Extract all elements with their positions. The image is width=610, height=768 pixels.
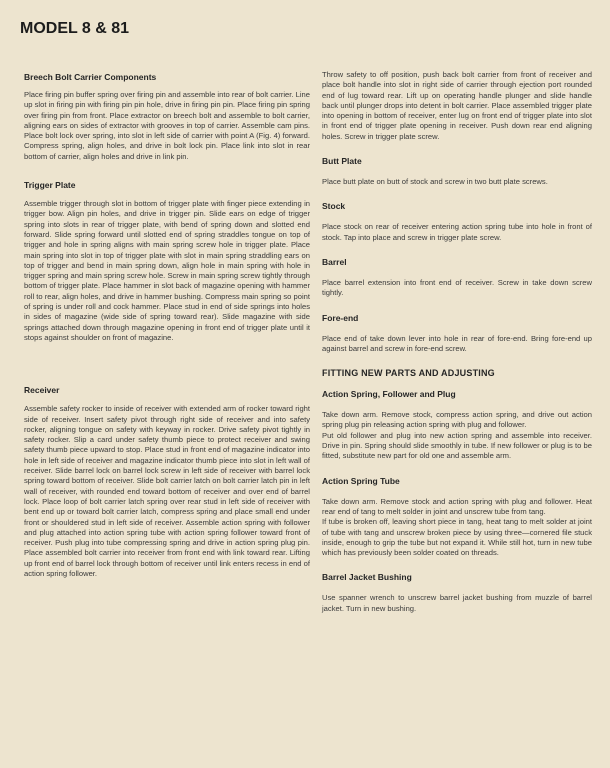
stock-body: Place stock on rear of receiver entering action spring tube into hole in front of stock. Tap into place and screw in trigger plate screw. (322, 222, 592, 242)
left-column (24, 72, 310, 579)
right-column (322, 70, 592, 614)
action-spring-body-1: Take down arm. Remove stock, compress action spring, and drive out action spring plug pin releasing action spring with plug and follower. (322, 410, 592, 430)
jacket-body: Use spanner wrench to unscrew barrel jacket bushing from muzzle of barrel jacket. Turn in new bushing. (322, 593, 592, 613)
receiver-heading: Receiver (24, 385, 60, 396)
trigger-heading: Trigger Plate (24, 180, 76, 191)
action-tube-body-2: If tube is broken off, leaving short piece in tang, heat tang to melt solder at joint of tube with tang and unscrew broken piece by using three—cornered file stuck inside, enough to grip the tube but not expand it. While still hot, turn in new tube which has previously been solder coated on threads. (322, 517, 592, 558)
intro-body: Throw safety to off position, push back bolt carrier from front of receiver and place bolt handle into slot in right side of carrier through ejection port rounded end of lug toward rear. Lift up on operating handle plunger and slide handle back until plunger drops into detent in bolt carrier. Place assembled trigger plate into opening in bottom of receiver, enter lug on front end of trigger plate into slot in front end of trigger plate opening in receiver. Push down rear end aligning holes. Screw in trigger plate screw. (322, 70, 592, 141)
trigger-body: Assemble trigger through slot in bottom of trigger plate with finger piece extending in trigger bow. Align pin holes, and drive in trigger pin. Slide ears on edge of trigger spring into slots in rear of trigger plate, with bend of spring down and slotted end forward. Slide spring forward until slotted end of spring straddles tongue on top of trigger and hole in spring aligns with main spring screw hole in trigger plate. Place main spring into slot in top of trigger plate with slot in main spring straddling ears on top of trigger and bend in main spring down, align hole in main spring with hole in trigger spring and main spring screw hole. Screw in main spring screw tightly through bottom of trigger plate. Place hammer in slot back of magazine opening with hammer roll to rear, align holes, and drive in hammer bushing. Compress main spring so point of spring is under roll and cock hammer. Place stud in end of side springs into holes in sides of magazine (wide side of spring toward rear). Slide magazine with side springs attached down through magazine opening in front end of trigger plate until it stops against shoulder on front of magazine. (24, 199, 310, 342)
page-title: MODEL 8 & 81 (20, 20, 130, 37)
breech-body: Place firing pin buffer spring over firing pin and assemble into rear of bolt carrier. Line up slot in firing pin with firing pin pin hole, drive in firing pin pin. Place firing pin spring over firing pin from front. Place extractor on breech bolt and assemble to bolt carrier, aligning ears on sides of extractor with grooves in top of carrier. Assemble cam pins. Place bolt lock over spring, into slot in left side of carrier with point A (Fig. 4) forward. Compress spring, align holes, and drive in bolt lock pin. Place link into slot in rear bottom of carrier, align holes and drive in link pin. (24, 90, 310, 161)
fore-end-body: Place end of take down lever into hole in rear of fore-end. Bring fore-end up against barrel and screw in fore-end screw. (322, 333, 592, 353)
receiver-body: Assemble safety rocker to inside of receiver with extended arm of rocker toward right side of receiver. Insert safety pivot through right side of receiver and into safety rocker, aligning tongue on safety with keyway in rocker. Drive safety pivot tightly in safety rocker. Slip a card under safety thumb piece to protect receiver and swing safety thumb piece upward to stop. Place stud in front end of magazine indicator into hole in left side of receiver and magazine indicator thumb piece into slot in left wall of receiver. Slide barrel lock on barrel lock screw in left side of receiver with barrel lock spring toward bottom of receiver. Slide bolt carrier latch on bolt carrier latch pin in left wall of receiver, with rounded end toward bottom of receiver and over end of barrel lock. Place loop of bolt carrier latch spring over rear stud in left side of receiver with bent end up or toward bolt carrier latch, compress spring and place small end under front or shouldered stud in left side of receiver. Assemble action spring with follower and plug attached into action spring tube with action spring follower toward front of receiver. Push plug into tube compressing spring and drive in action spring plug pin. Place assembled bolt carrier into receiver from front end with link toward rear. Lifting up front end of barrel lock through bottom of receiver until link enters recess in end of action spring follower. (24, 404, 310, 578)
butt-plate-heading: Butt Plate (322, 156, 362, 167)
breech-heading: Breech Bolt Carrier Components (24, 72, 157, 82)
action-tube-body-1: Take down arm. Remove stock and action spring with plug and follower. Heat rear end of tang to melt solder in joint and unscrew tube from tang. (322, 496, 592, 516)
jacket-heading: Barrel Jacket Bushing (322, 572, 412, 583)
fore-end-heading: Fore-end (322, 312, 359, 323)
barrel-heading: Barrel (322, 256, 347, 267)
stock-heading: Stock (322, 201, 346, 212)
butt-plate-body: Place butt plate on butt of stock and screw in two butt plate screws. (322, 177, 548, 187)
action-tube-heading: Action Spring Tube (322, 475, 400, 486)
action-spring-heading: Action Spring, Follower and Plug (322, 389, 456, 400)
barrel-body: Place barrel extension into front end of receiver. Screw in take down screw tightly. (322, 277, 592, 298)
fitting-heading: FITTING NEW PARTS AND ADJUSTING (322, 368, 495, 379)
action-spring-body-2: Put old follower and plug into new action spring and assemble into receiver. Drive in pin. Spring should slide smoothly in tube. If new follower or plug is to be fitted, substitute new part for old one and assemble arm. (322, 430, 592, 461)
